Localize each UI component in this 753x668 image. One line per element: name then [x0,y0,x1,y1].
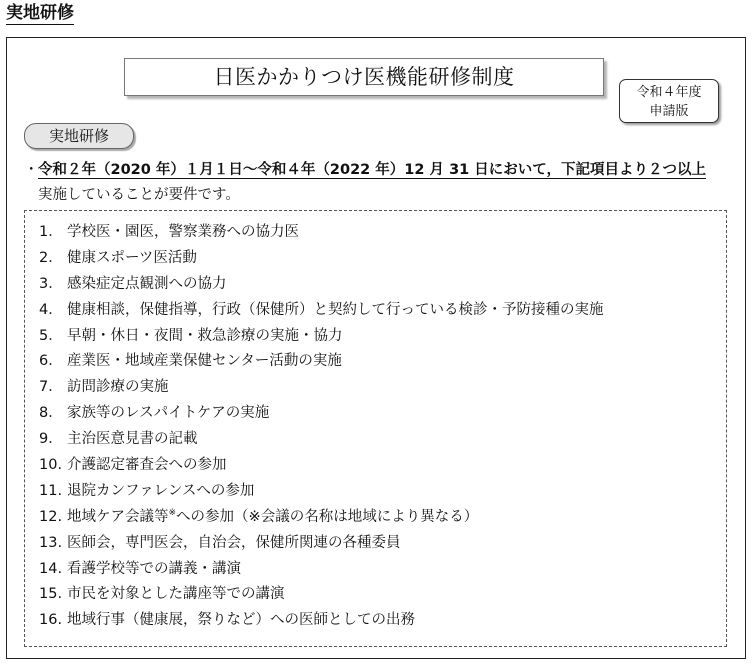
item-text: 産業医・地域産業保健センター活動の実施 [67,353,342,370]
footnote-mark: ※ [168,507,177,518]
list-item [39,298,604,324]
item-number: 1． [39,224,63,240]
item-number: 8． [39,405,63,422]
document-title: 日医かかりつけ医機能研修制度 [124,58,604,96]
item-number: 10. [39,457,63,474]
items-list [39,220,604,634]
item-text: 健康相談，保健指導，行政（保健所）と契約して行っている検診・予防接種の実施 [67,301,604,318]
list-item [39,479,604,505]
list-item [39,246,604,272]
item-text: 健康スポーツ医活動 [67,249,197,266]
item-text: 早朝・休日・夜間・救急診療の実施・協力 [67,327,343,344]
item-number: 12. [39,508,63,525]
items-box [24,210,727,647]
list-item [39,427,604,453]
list-item [39,505,604,531]
item-text: 看護学校等での講義・講演 [67,560,241,577]
item-number: 16. [39,612,63,629]
edition-badge-year: 令和４年度 [636,85,702,100]
item-number: 2． [39,249,63,266]
item-text: 家族等のレスパイトケアの実施 [67,405,270,422]
edition-badge [619,79,719,123]
item-number: 13. [39,534,63,551]
item-number: 9． [39,431,63,448]
list-item [39,453,604,479]
item-number: 11. [39,482,63,499]
list-item [39,220,604,246]
list-item [39,582,604,608]
item-text: 地域ケア会議等※への参加（※会議の名称は地域により異なる） [67,507,479,525]
list-item [39,375,604,401]
list-item [39,272,604,298]
item-text: 介護認定審査会への参加 [67,457,227,474]
edition-badge-version: 申請版 [649,104,689,119]
list-item [39,557,604,583]
item-text: 感染症定点観測への協力 [67,275,227,292]
bullet: ・ [24,162,39,178]
item-number: 7． [39,379,63,396]
requirement-text [24,158,734,208]
item-text: 訪問診療の実施 [67,379,169,396]
item-number: 4． [39,301,63,318]
list-item [39,608,604,634]
item-text: 学校医・園医，警察業務への協力医 [67,224,299,240]
list-item [39,349,604,375]
item-number: 14. [39,560,63,577]
section-label: 実地研修 [24,123,134,149]
requirement-period: 令和２年（2020 年）１月１日～令和４年（2022 年）12 月 31 日において，下記項目より２つ以上 [38,162,707,178]
item-text: 医師会，専門医会，自治会，保健所関連の各種委員 [67,534,401,551]
item-text: 主治医意見書の記載 [67,431,198,448]
list-item [39,401,604,427]
item-number: 5． [39,327,63,344]
item-number: 6． [39,353,63,370]
item-number: 3． [39,275,63,292]
item-text: 退院カンファレンスへの参加 [67,482,255,499]
page-heading: 実地研修 [6,3,74,23]
list-item [39,531,604,557]
list-item [39,324,604,350]
item-text: 市民を対象とした講座等での講演 [67,586,285,603]
item-number: 15. [39,586,63,603]
requirement-continuation: 実施していることが要件です。 [38,187,240,203]
item-text: 地域行事（健康展，祭りなど）への医師としての出務 [67,612,415,629]
